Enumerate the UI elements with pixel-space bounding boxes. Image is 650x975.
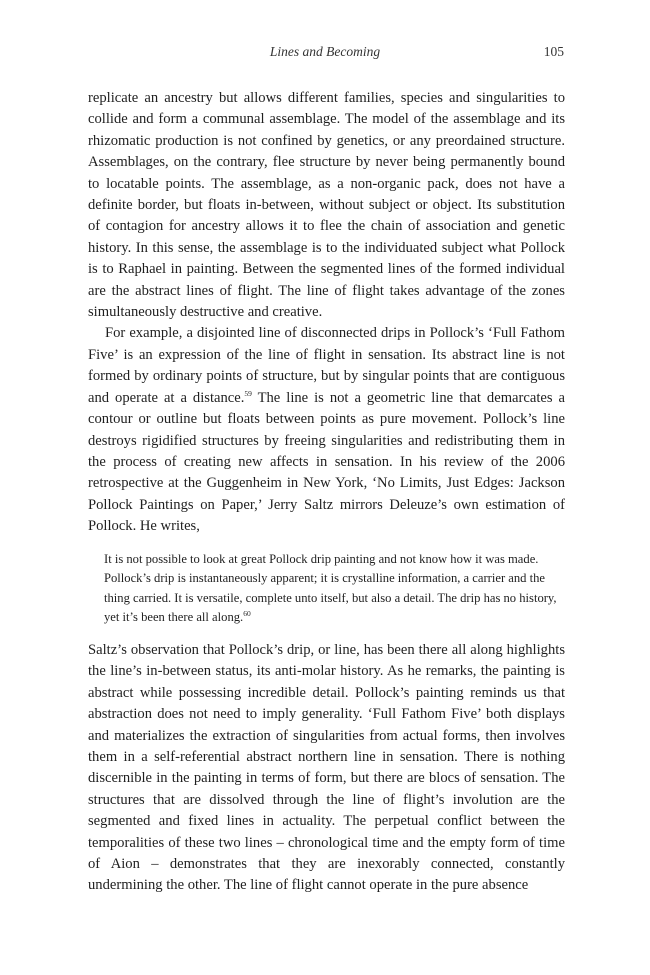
- body-text: [88, 88, 565, 897]
- footnote-ref-59: 59: [244, 388, 252, 398]
- running-title: Lines and Becoming: [269, 44, 381, 59]
- page-number: 105: [543, 44, 564, 59]
- paragraph-2-text-a: For example, a disjointed line of disconnected drips in Pollock’s ‘Full Fathom Five’ is an expression of the line of flight in sensation. Its abstract line is not formed by ordinary points of structure, but by singular points that are contiguous and operate at a distance.: [88, 325, 565, 406]
- running-head: [0, 44, 650, 64]
- paragraph-2-text-b: The line is not a geometric line that demarcates a contour or outline but floats between points as pure movement. Pollock’s line destroys rigidified structures by freeing singularities and redistributing them in the process of creating new affects in sensation. In his review of the 2006 retrospective at the Guggenheim in New York, ‘No Limits, Just Edges: Jackson Pollock Paintings on Paper,’ Jerry Saltz mirrors Deleuze’s own estimation of Pollock. He writes,: [88, 389, 566, 535]
- block-quote: [104, 550, 565, 628]
- paragraph-2: [88, 323, 565, 537]
- paragraph-3: Saltz’s observation that Pollock’s drip, or line, has been there all along highlights the line’s in-between status, its anti-molar history. As he remarks, the painting is abstract while possessing incredible detail. Pollock’s painting reminds us that abstraction does not need to imply generality. ‘Full Fathom Five’ both displays and materializes the extraction of singularities from actual forms, then involves them in a self-referential abstract northern line in sensation. There is nothing discernible in the painting in terms of form, but there are blocs of sensation. The structures that are dissolved through the line of flight’s involution are the segmented and fixed lines in actuality. The perpetual conflict between the temporalities of these two lines – chronological time and the empty form of time of Aion – demonstrates that they are inexorably connected, constantly undermining the other. The line of flight cannot operate in the pure absence: [88, 641, 565, 894]
- footnote-ref-60: 60: [243, 609, 251, 619]
- paragraph-1: replicate an ancestry but allows different families, species and singularities to collide and form a communal assemblage. The model of the assemblage and its rhizomatic production is not confined by genetics, or any preordained structure. Assemblages, on the contrary, flee structure by never being permanently bound to locatable points. The assemblage, as a non-organic pack, does not have a definite border, but floats in-between, without subject or object. Its substitution of contagion for ancestry allows it to flee the chain of association and genetic history. In this sense, the assemblage is to the individuated subject what Pollock is to Raphael in painting. Between the segmented lines of the formed individual are the abstract lines of flight. The line of flight takes advantage of the zones simultaneously destructive and creative.: [88, 90, 565, 321]
- block-quote-text: It is not possible to look at great Pollock drip painting and not know how it was made. Pollock’s drip is instantaneously apparent; it is crystalline information, a carrier and the thing carried. It is versatile, complete unto itself, but also a detail. The drip has no history, yet it’s been there all along.: [104, 551, 557, 625]
